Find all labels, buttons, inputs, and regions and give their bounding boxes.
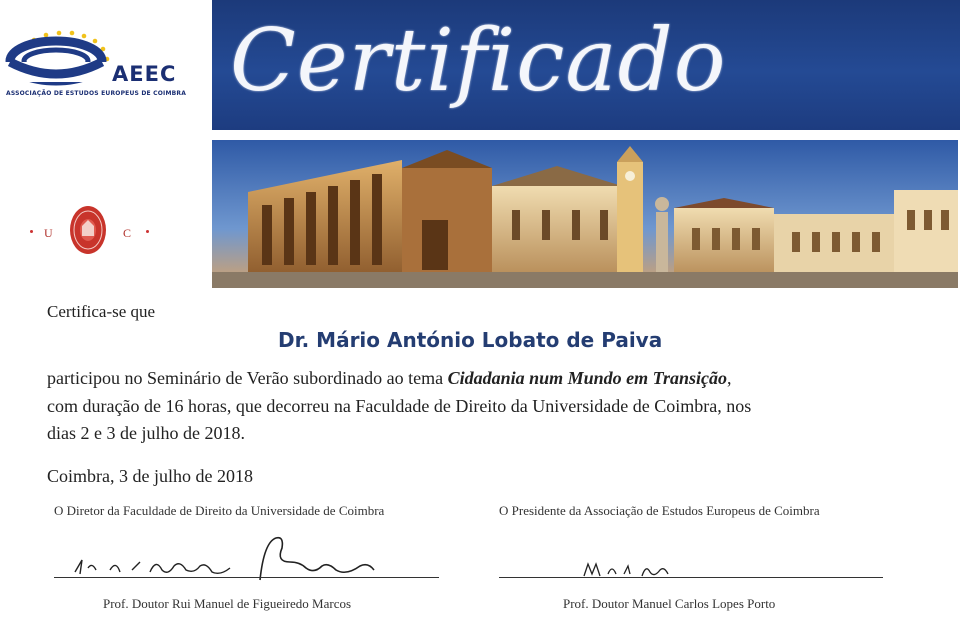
left-signature-line (54, 577, 439, 578)
right-signatory-role: O Presidente da Associação de Estudos Europeus de Coimbra (499, 503, 820, 518)
right-signature-line (499, 577, 883, 578)
logo-acronym: AEEC (112, 62, 177, 86)
logo-full-name: ASSOCIAÇÃO DE ESTUDOS EUROPEUS DE COIMBRA (6, 90, 187, 97)
university-seal-icon (68, 204, 108, 256)
decorative-dot (146, 230, 149, 233)
uc-letter-c: C (123, 226, 132, 240)
certificate-title: Certificado (230, 11, 727, 111)
body-line-2: com duração de 16 horas, que decorreu na Faculdade de Direito da Universidade de Coimbra, nos (47, 396, 752, 416)
university-panorama-image (212, 140, 958, 288)
left-handwritten-signature (70, 532, 380, 582)
left-signatory-name: Prof. Doutor Rui Manuel de Figueiredo Marcos (103, 596, 352, 611)
body-line-1-suffix: , (726, 368, 732, 388)
body-line-3: dias 2 e 3 de julho de 2018. (47, 423, 245, 443)
certificate-intro: Certifica-se que (47, 302, 156, 321)
body-line-1 (47, 368, 731, 389)
right-signatory-name: Prof. Doutor Manuel Carlos Lopes Porto (563, 596, 776, 611)
uc-letter-u: U (44, 226, 53, 240)
place-date: Coimbra, 3 de julho de 2018 (47, 466, 253, 486)
body-line-1-prefix: participou no Seminário de Verão subordinado ao tema (47, 368, 448, 388)
decorative-dot (30, 230, 33, 233)
recipient-name: Dr. Mário António Lobato de Paiva (278, 328, 663, 352)
seminar-theme: Cidadania num Mundo em Transição (447, 368, 727, 388)
left-signatory-role: O Diretor da Faculdade de Direito da Universidade de Coimbra (54, 503, 385, 518)
